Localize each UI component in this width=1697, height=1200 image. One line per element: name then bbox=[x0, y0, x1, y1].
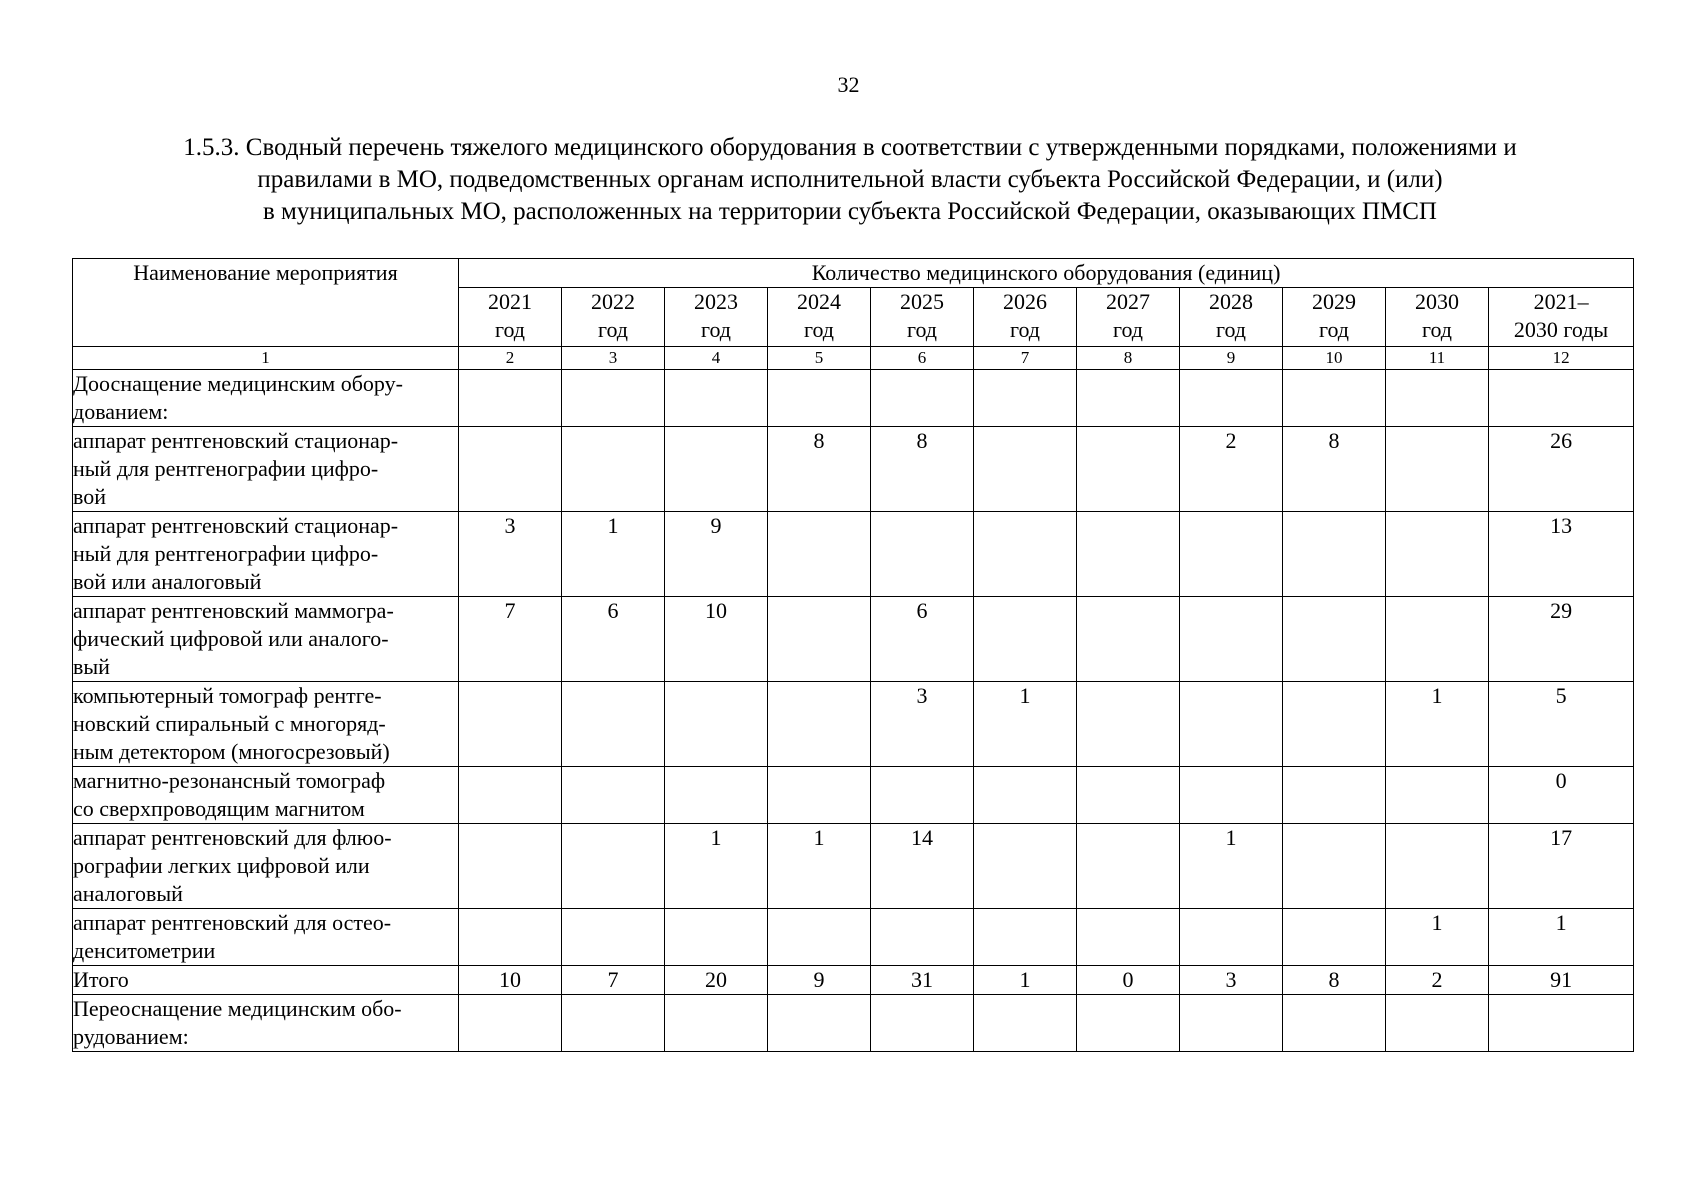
value-cell: 7 bbox=[459, 597, 562, 682]
value-cell bbox=[1283, 512, 1386, 597]
row-name-line: аппарат рентгеновский для остео- bbox=[73, 910, 392, 935]
year-header-line: 2023 bbox=[694, 289, 738, 314]
value-cell bbox=[1386, 824, 1489, 909]
year-header-line: год bbox=[803, 317, 835, 342]
value-cell: 3 bbox=[1180, 966, 1283, 995]
row-name-line: Дооснащение медицинским обору- bbox=[73, 371, 403, 396]
value-cell bbox=[459, 995, 562, 1052]
value-cell: 0 bbox=[1077, 966, 1180, 995]
value-cell bbox=[459, 909, 562, 966]
row-name bbox=[73, 909, 459, 966]
year-header-line: год bbox=[1009, 317, 1041, 342]
value-cell: 1 bbox=[1386, 682, 1489, 767]
value-cell bbox=[1077, 909, 1180, 966]
year-column-header bbox=[1180, 288, 1283, 347]
value-cell: 14 bbox=[871, 824, 974, 909]
value-cell: 8 bbox=[1283, 966, 1386, 995]
column-number: 7 bbox=[974, 347, 1077, 370]
table-row bbox=[73, 512, 1634, 597]
row-name-line: вый bbox=[73, 654, 110, 679]
row-name bbox=[73, 966, 459, 995]
row-name bbox=[73, 995, 459, 1052]
value-cell: 6 bbox=[562, 597, 665, 682]
value-cell bbox=[974, 995, 1077, 1052]
table-row bbox=[73, 427, 1634, 512]
quantity-header: Количество медицинского оборудования (единиц) bbox=[459, 259, 1634, 288]
value-cell bbox=[665, 995, 768, 1052]
value-cell bbox=[665, 427, 768, 512]
value-cell bbox=[1283, 909, 1386, 966]
value-cell bbox=[1180, 512, 1283, 597]
column-number: 11 bbox=[1386, 347, 1489, 370]
row-name-line: ным детектором (многосрезовый) bbox=[73, 739, 390, 764]
row-name-line: дованием: bbox=[73, 399, 169, 424]
year-header-line: 2030 bbox=[1415, 289, 1459, 314]
value-cell: 3 bbox=[459, 512, 562, 597]
value-cell: 1 bbox=[768, 824, 871, 909]
table-row bbox=[73, 909, 1634, 966]
value-cell bbox=[665, 370, 768, 427]
value-cell bbox=[1386, 597, 1489, 682]
year-header-line: год bbox=[1421, 317, 1453, 342]
value-cell bbox=[1283, 682, 1386, 767]
value-cell bbox=[974, 597, 1077, 682]
value-cell bbox=[1386, 767, 1489, 824]
value-cell: 91 bbox=[1489, 966, 1634, 995]
year-column-header bbox=[1386, 288, 1489, 347]
value-cell bbox=[974, 370, 1077, 427]
value-cell bbox=[1077, 995, 1180, 1052]
title-line: 1.5.3. Сводный перечень тяжелого медицинского оборудования в соответствии с утвержденными порядками, положениями и bbox=[183, 134, 1517, 161]
page-number: 32 bbox=[837, 72, 860, 97]
value-cell: 31 bbox=[871, 966, 974, 995]
year-header-line: год bbox=[1215, 317, 1247, 342]
value-cell bbox=[1077, 824, 1180, 909]
year-column-header bbox=[459, 288, 562, 347]
value-cell bbox=[1283, 824, 1386, 909]
value-cell: 8 bbox=[871, 427, 974, 512]
column-number: 12 bbox=[1489, 347, 1634, 370]
column-number: 10 bbox=[1283, 347, 1386, 370]
value-cell: 5 bbox=[1489, 682, 1634, 767]
value-cell bbox=[562, 370, 665, 427]
year-header-line: 2024 bbox=[797, 289, 841, 314]
value-cell bbox=[665, 909, 768, 966]
value-cell bbox=[459, 767, 562, 824]
value-cell bbox=[459, 824, 562, 909]
column-number: 6 bbox=[871, 347, 974, 370]
row-name bbox=[73, 512, 459, 597]
value-cell: 2 bbox=[1386, 966, 1489, 995]
row-name bbox=[73, 682, 459, 767]
value-cell bbox=[562, 767, 665, 824]
value-cell bbox=[871, 370, 974, 427]
value-cell bbox=[1386, 427, 1489, 512]
value-cell: 20 bbox=[665, 966, 768, 995]
value-cell bbox=[562, 682, 665, 767]
row-name-line: аппарат рентгеновский для флюо- bbox=[73, 825, 392, 850]
value-cell bbox=[562, 995, 665, 1052]
year-column-header bbox=[1077, 288, 1180, 347]
row-name-line: Итого bbox=[73, 967, 129, 992]
title-line: правилами в МО, подведомственных органам исполнительной власти субъекта Российской Федерации, и (или) bbox=[257, 166, 1443, 193]
value-cell bbox=[871, 767, 974, 824]
value-cell bbox=[665, 682, 768, 767]
value-cell: 1 bbox=[974, 966, 1077, 995]
value-cell bbox=[1077, 427, 1180, 512]
year-column-header bbox=[665, 288, 768, 347]
value-cell: 1 bbox=[562, 512, 665, 597]
value-cell: 13 bbox=[1489, 512, 1634, 597]
value-cell: 0 bbox=[1489, 767, 1634, 824]
value-cell bbox=[871, 512, 974, 597]
value-cell: 7 bbox=[562, 966, 665, 995]
column-number-row bbox=[73, 347, 1634, 370]
column-number: 5 bbox=[768, 347, 871, 370]
value-cell bbox=[1180, 682, 1283, 767]
year-header-line: год bbox=[906, 317, 938, 342]
row-name-line: аппарат рентгеновский стационар- bbox=[73, 513, 399, 538]
value-cell bbox=[1180, 909, 1283, 966]
year-header-line: 2021– bbox=[1533, 289, 1589, 314]
column-number: 8 bbox=[1077, 347, 1180, 370]
year-header-line: 2027 bbox=[1106, 289, 1150, 314]
value-cell bbox=[459, 682, 562, 767]
value-cell bbox=[665, 767, 768, 824]
row-name bbox=[73, 370, 459, 427]
row-name-line: фический цифровой или аналого- bbox=[73, 626, 389, 651]
column-number: 9 bbox=[1180, 347, 1283, 370]
year-header-line: год bbox=[700, 317, 732, 342]
row-name-line: рудованием: bbox=[73, 1024, 189, 1049]
table-row bbox=[73, 995, 1634, 1052]
table-row bbox=[73, 597, 1634, 682]
year-column-header bbox=[871, 288, 974, 347]
row-name-line: вой или аналоговый bbox=[73, 569, 262, 594]
year-column-header bbox=[974, 288, 1077, 347]
value-cell: 10 bbox=[459, 966, 562, 995]
value-cell bbox=[871, 995, 974, 1052]
table-body bbox=[73, 370, 1634, 1052]
row-name-line: аппарат рентгеновский маммогра- bbox=[73, 598, 394, 623]
value-cell bbox=[1180, 597, 1283, 682]
value-cell bbox=[562, 909, 665, 966]
value-cell: 8 bbox=[1283, 427, 1386, 512]
table-row bbox=[73, 767, 1634, 824]
value-cell bbox=[1283, 995, 1386, 1052]
year-column-header bbox=[1283, 288, 1386, 347]
value-cell bbox=[1077, 370, 1180, 427]
value-cell bbox=[974, 427, 1077, 512]
year-header-line: 2026 bbox=[1003, 289, 1047, 314]
value-cell bbox=[1386, 512, 1489, 597]
row-name-line: Переоснащение медицинским обо- bbox=[73, 996, 402, 1021]
value-cell: 26 bbox=[1489, 427, 1634, 512]
value-cell bbox=[1386, 995, 1489, 1052]
value-cell bbox=[1489, 370, 1634, 427]
column-number: 2 bbox=[459, 347, 562, 370]
year-header-line: 2029 bbox=[1312, 289, 1356, 314]
name-column-header: Наименование мероприятия bbox=[73, 259, 459, 347]
value-cell: 8 bbox=[768, 427, 871, 512]
value-cell bbox=[1077, 682, 1180, 767]
value-cell bbox=[768, 995, 871, 1052]
value-cell: 1 bbox=[1489, 909, 1634, 966]
value-cell bbox=[1180, 370, 1283, 427]
value-cell: 2 bbox=[1180, 427, 1283, 512]
row-name-line: рографии легких цифровой или bbox=[73, 853, 370, 878]
value-cell bbox=[974, 767, 1077, 824]
year-header-line: 2021 bbox=[488, 289, 532, 314]
value-cell bbox=[459, 370, 562, 427]
table-row bbox=[73, 370, 1634, 427]
value-cell bbox=[768, 370, 871, 427]
value-cell bbox=[1386, 370, 1489, 427]
value-cell bbox=[974, 824, 1077, 909]
value-cell bbox=[1489, 995, 1634, 1052]
value-cell bbox=[768, 909, 871, 966]
value-cell: 29 bbox=[1489, 597, 1634, 682]
table-row bbox=[73, 966, 1634, 995]
year-column-header bbox=[1489, 288, 1634, 347]
value-cell: 9 bbox=[768, 966, 871, 995]
row-name bbox=[73, 597, 459, 682]
value-cell: 10 bbox=[665, 597, 768, 682]
year-column-header bbox=[562, 288, 665, 347]
value-cell bbox=[1077, 512, 1180, 597]
value-cell bbox=[562, 824, 665, 909]
row-name bbox=[73, 427, 459, 512]
value-cell bbox=[459, 427, 562, 512]
table-row bbox=[73, 682, 1634, 767]
value-cell bbox=[768, 682, 871, 767]
value-cell bbox=[871, 909, 974, 966]
value-cell bbox=[768, 767, 871, 824]
value-cell: 3 bbox=[871, 682, 974, 767]
value-cell bbox=[768, 512, 871, 597]
value-cell bbox=[1180, 767, 1283, 824]
row-name-line: аппарат рентгеновский стационар- bbox=[73, 428, 399, 453]
year-header-line: 2028 bbox=[1209, 289, 1253, 314]
value-cell bbox=[1283, 767, 1386, 824]
value-cell bbox=[1077, 597, 1180, 682]
column-number: 4 bbox=[665, 347, 768, 370]
column-number: 3 bbox=[562, 347, 665, 370]
year-header-line: год bbox=[1112, 317, 1144, 342]
year-header-line: 2022 bbox=[591, 289, 635, 314]
year-header-line: год bbox=[494, 317, 526, 342]
row-name-line: вой bbox=[73, 484, 107, 509]
year-header-line: 2025 bbox=[900, 289, 944, 314]
year-column-header bbox=[768, 288, 871, 347]
year-header-line: год bbox=[597, 317, 629, 342]
value-cell: 1 bbox=[1180, 824, 1283, 909]
value-cell: 6 bbox=[871, 597, 974, 682]
value-cell: 1 bbox=[974, 682, 1077, 767]
value-cell: 1 bbox=[1386, 909, 1489, 966]
value-cell bbox=[974, 512, 1077, 597]
value-cell bbox=[1283, 597, 1386, 682]
value-cell bbox=[1077, 767, 1180, 824]
value-cell bbox=[768, 597, 871, 682]
row-name-line: со сверхпроводящим магнитом bbox=[73, 796, 365, 821]
row-name bbox=[73, 824, 459, 909]
value-cell: 17 bbox=[1489, 824, 1634, 909]
value-cell: 1 bbox=[665, 824, 768, 909]
row-name-line: ный для рентгенографии цифро- bbox=[73, 456, 379, 481]
year-header-line: 2030 годы bbox=[1513, 317, 1609, 342]
row-name-line: компьютерный томограф рентге- bbox=[73, 683, 382, 708]
section-title bbox=[70, 132, 1630, 228]
row-name-line: магнитно-резонансный томограф bbox=[73, 768, 386, 793]
column-number: 1 bbox=[73, 347, 459, 370]
value-cell bbox=[1180, 995, 1283, 1052]
table-row bbox=[73, 824, 1634, 909]
year-header-line: год bbox=[1318, 317, 1350, 342]
row-name-line: денситометрии bbox=[73, 938, 216, 963]
value-cell bbox=[562, 427, 665, 512]
value-cell: 9 bbox=[665, 512, 768, 597]
equipment-table bbox=[72, 258, 1634, 1052]
row-name bbox=[73, 767, 459, 824]
row-name-line: ный для рентгенографии цифро- bbox=[73, 541, 379, 566]
row-name-line: новский спиральный с многоряд- bbox=[73, 711, 386, 736]
value-cell bbox=[1283, 370, 1386, 427]
value-cell bbox=[974, 909, 1077, 966]
row-name-line: аналоговый bbox=[73, 881, 183, 906]
title-line: в муниципальных МО, расположенных на территории субъекта Российской Федерации, оказывающих ПМСП bbox=[263, 198, 1437, 225]
